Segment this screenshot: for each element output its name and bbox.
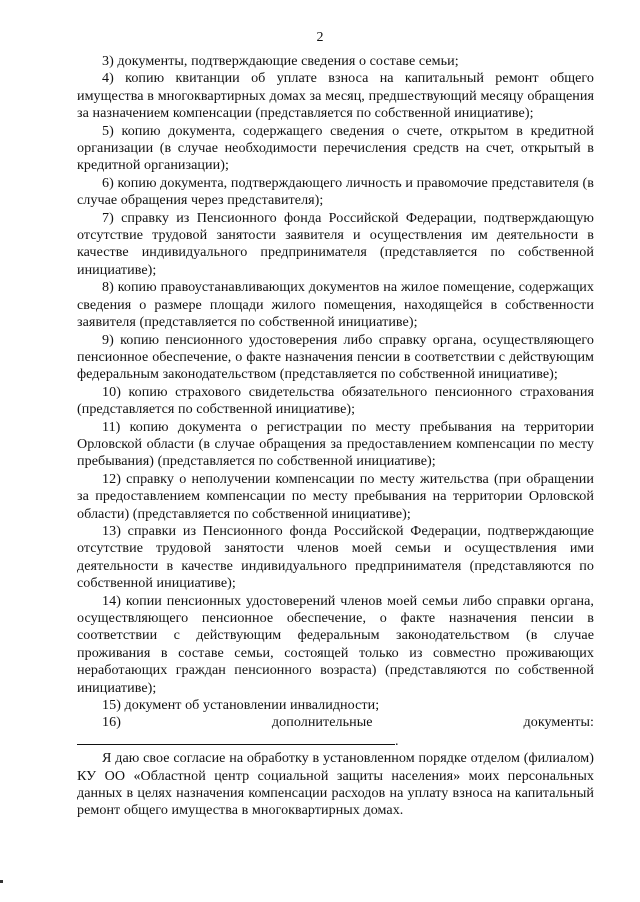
list-item-4: 4) копию квитанции об уплате взноса на капитальный ремонт общего имущества в многоквартирных домах за месяц, предшествующий месяцу обращения за назначением компенсации (представляется по собственной инициативе); <box>77 70 594 122</box>
list-item-12: 12) справку о неполучении компенсации по месту жительства (при обращении за предоставлением компенсации по месту пребывания на территории Орловской области) (представляется по собственной инициативе); <box>77 470 594 522</box>
list-item-14: 14) копии пенсионных удостоверений членов моей семьи либо справки органа, осуществляющего пенсионное обеспечение, о факте назначения пенсии в соответствии с действующим федеральным законодательством (в случае проживания в составе семьи, состоящей только из совместно проживающих неработающих граждан пенсионного возраста) (представляются по собственной инициативе); <box>77 592 594 696</box>
list-item-16-label: 16) дополнительные документы: <box>102 714 594 731</box>
scan-edge-mark <box>0 880 3 883</box>
list-item-10: 10) копию страхового свидетельства обязательного пенсионного страхования (представляется по собственной инициативе); <box>77 383 594 418</box>
list-item-9: 9) копию пенсионного удостоверения либо справку органа, осуществляющего пенсионное обеспечение, о факте назначения пенсии в соответствии с действующим федеральным законодательством (представляется по собственной инициативе); <box>77 331 594 383</box>
list-item-15: 15) документ об установлении инвалидности; <box>102 697 380 714</box>
page-number: 2 <box>316 30 324 45</box>
document-body <box>77 53 594 820</box>
list-item-7: 7) справку из Пенсионного фонда Российской Федерации, подтверждающую отсутствие трудовой занятости заявителя и осуществления им деятельности в качестве индивидуального предпринимателя (представляется по собственной инициативе); <box>77 209 594 278</box>
list-item-6: 6) копию документа, подтверждающего личность и правомочие представителя (в случае обращения через представителя); <box>77 174 594 209</box>
list-item-3: 3) документы, подтверждающие сведения о составе семьи; <box>102 53 459 69</box>
list-item-16-end: . <box>395 732 399 749</box>
list-item-16 <box>77 714 594 750</box>
consent-paragraph: Я даю свое согласие на обработку в установленном порядке отделом (филиалом) КУ ОО «Областной центр социальной защиты населения» моих персональных данных в целях назначения компенсации расходов на уплату взноса на капитальный ремонт общего имущества в многоквартирных домах. <box>77 750 594 819</box>
list-item-5: 5) копию документа, содержащего сведения о счете, открытом в кредитной организации (в случае необходимости перечисления средств на счет, открытый в кредитной организации); <box>77 122 594 174</box>
list-item-8: 8) копию правоустанавливающих документов на жилое помещение, содержащих сведения о размере площади жилого помещения, находящейся в собственности заявителя (представляется по собственной инициативе); <box>77 279 594 331</box>
list-item-13: 13) справки из Пенсионного фонда Российской Федерации, подтверждающие отсутствие трудовой занятости членов моей семьи и осуществления ими деятельности в качестве индивидуального предпринимателя (представляются по собственной инициативе); <box>77 522 594 592</box>
fill-in-line[interactable] <box>77 732 395 745</box>
list-item-11: 11) копию документа о регистрации по месту пребывания на территории Орловской области (в случае обращения за предоставлением компенсации по месту пребывания) (представляется по собственной инициативе); <box>77 418 594 470</box>
